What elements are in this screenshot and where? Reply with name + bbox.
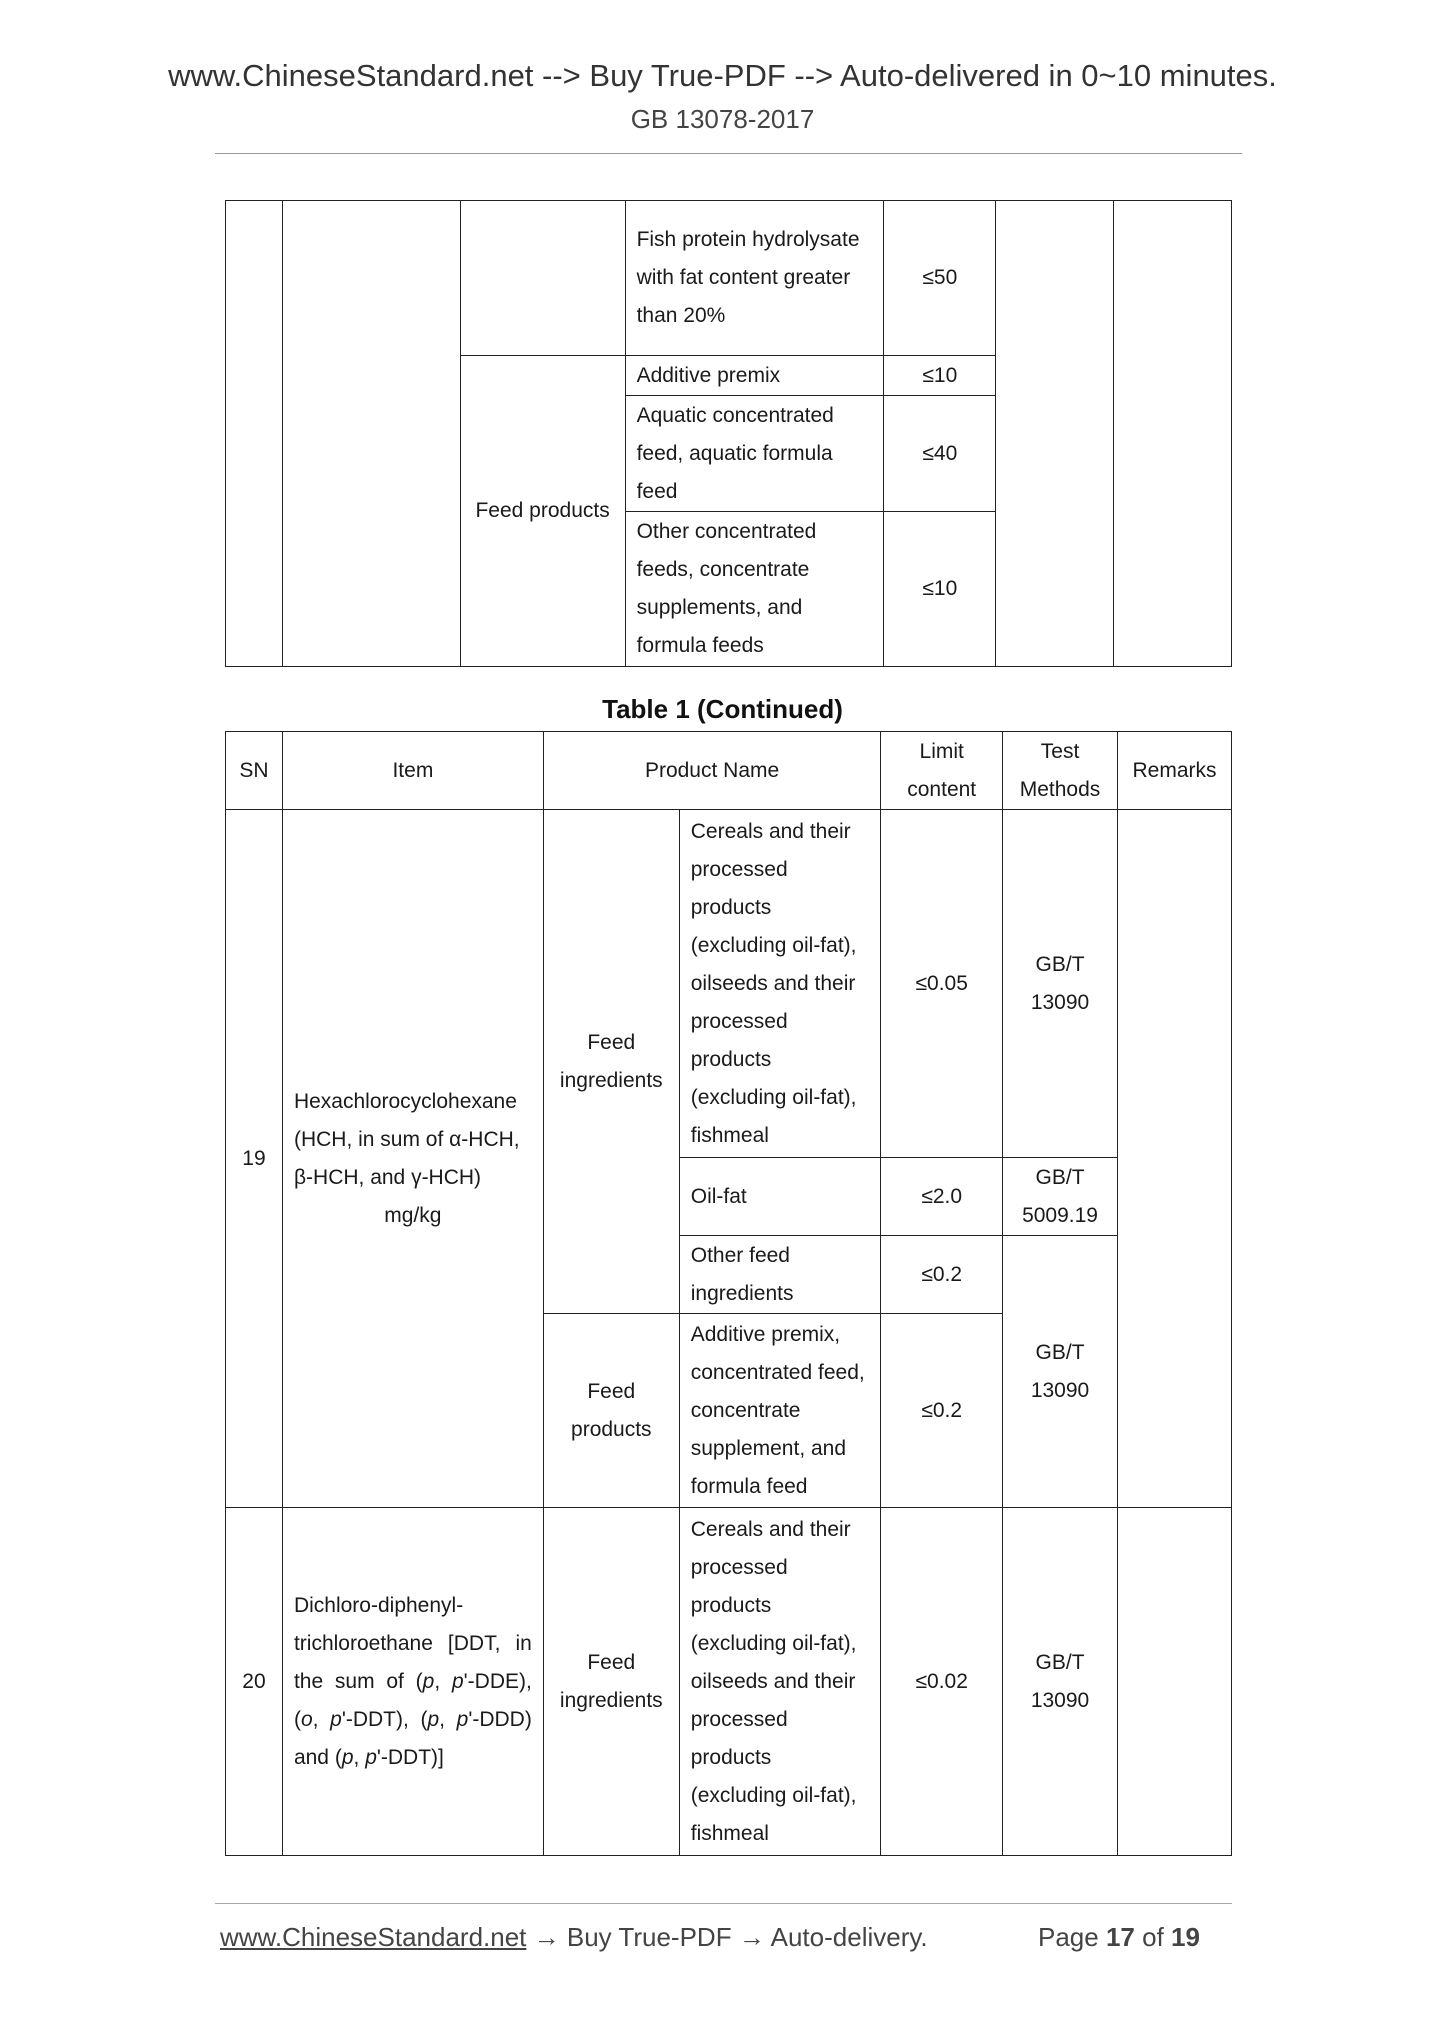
methods-cell: GB/T 13090 (1003, 1236, 1118, 1508)
item-cell-empty (282, 201, 460, 667)
document-code: GB 13078-2017 (630, 104, 815, 134)
sn-cell: 19 (226, 810, 283, 1508)
item-text: Hexachlorocyclohexane (HCH, in sum of α-HCH, β-HCH, and γ-HCH) (293, 1089, 520, 1189)
table-caption: Table 1 (Continued) (602, 694, 843, 724)
limit-cell: ≤0.2 (881, 1236, 1003, 1314)
product-name-cell: Fish protein hydrolysate with fat content greater than 20% (625, 201, 884, 356)
footer-divider (215, 1903, 1232, 1904)
sn-cell: 20 (226, 1508, 283, 1856)
methods-cell: GB/T 13090 (1003, 1508, 1118, 1856)
product-name-cell: Aquatic concentrated feed, aquatic formula feed (625, 396, 884, 512)
header-row (226, 732, 1232, 810)
arrow-icon: → (533, 1922, 560, 1952)
arrow-icon: → (738, 1922, 765, 1952)
product-name-cell: Additive premix, concentrated feed, concentrate supplement, and formula feed (679, 1314, 881, 1508)
methods-cell: GB/T 13090 (1003, 810, 1118, 1158)
header-item: Item (282, 732, 543, 810)
table-1-continued (225, 731, 1232, 1856)
group-cell-empty (460, 201, 625, 356)
header-remarks: Remarks (1117, 732, 1231, 810)
remarks-cell-empty (1114, 201, 1232, 667)
group-label-feed-products: Feed products (543, 1314, 679, 1508)
product-name-cell: Other feed ingredients (679, 1236, 881, 1314)
product-name-cell: Cereals and their processed products (excluding oil-fat), oilseeds and their processed products (excluding oil-fat), fishmeal (679, 810, 881, 1158)
limit-cell: ≤0.02 (881, 1508, 1003, 1856)
unit-text: mg/kg (384, 1203, 442, 1227)
page-total: 19 (1171, 1922, 1200, 1952)
remarks-cell (1117, 810, 1231, 1508)
footer-buy-text: Buy True-PDF (566, 1922, 732, 1952)
methods-cell: GB/T 5009.19 (1003, 1158, 1118, 1236)
of-word: of (1142, 1922, 1164, 1952)
limit-cell: ≤2.0 (881, 1158, 1003, 1236)
footer-auto-text: Auto-delivery. (770, 1922, 928, 1952)
product-name-cell: Other concentrated feeds, concentrate supplements, and formula feeds (625, 512, 884, 667)
group-label-feed-products: Feed products (460, 356, 625, 667)
product-name-cell: Cereals and their processed products (excluding oil-fat), oilseeds and their processed products (excluding oil-fat), fishmeal (679, 1508, 881, 1856)
footer-site-link[interactable]: www.ChineseStandard.net (220, 1922, 527, 1952)
header-banner: www.ChineseStandard.net --> Buy True-PDF --> Auto-delivered in 0~10 minutes. (168, 58, 1277, 93)
table-row (226, 810, 1232, 1158)
item-cell (282, 810, 543, 1508)
item-cell: Dichloro-diphenyl-trichloroethane [DDT, in the sum of (p, p'-DDE), (o, p'-DDT), (p, p'-DDD) and (p, p'-DDT)] (282, 1508, 543, 1856)
group-label-feed-ingredients: Feed ingredients (543, 810, 679, 1314)
remarks-cell (1117, 1508, 1231, 1856)
limit-cell: ≤50 (884, 201, 996, 356)
footer-links (220, 1922, 928, 1953)
header-divider (215, 153, 1242, 154)
sn-cell-empty (226, 201, 283, 667)
header-sn: SN (226, 732, 283, 810)
limit-cell: ≤0.2 (881, 1314, 1003, 1508)
page-indicator (1038, 1922, 1200, 1953)
limit-cell: ≤10 (884, 512, 996, 667)
page-number: 17 (1105, 1922, 1135, 1952)
limit-cell: ≤10 (884, 356, 996, 396)
continuation-table-top (225, 200, 1232, 667)
header-product-name: Product Name (543, 732, 880, 810)
limit-cell: ≤40 (884, 396, 996, 512)
group-label-feed-ingredients: Feed ingredients (543, 1508, 679, 1856)
methods-cell-empty (996, 201, 1114, 667)
limit-cell: ≤0.05 (881, 810, 1003, 1158)
page-word: Page (1038, 1922, 1099, 1952)
header-test-methods: Test Methods (1003, 732, 1118, 810)
table-row (226, 1508, 1232, 1856)
product-name-cell: Additive premix (625, 356, 884, 396)
header-limit-content: Limit content (881, 732, 1003, 810)
product-name-cell: Oil-fat (679, 1158, 881, 1236)
